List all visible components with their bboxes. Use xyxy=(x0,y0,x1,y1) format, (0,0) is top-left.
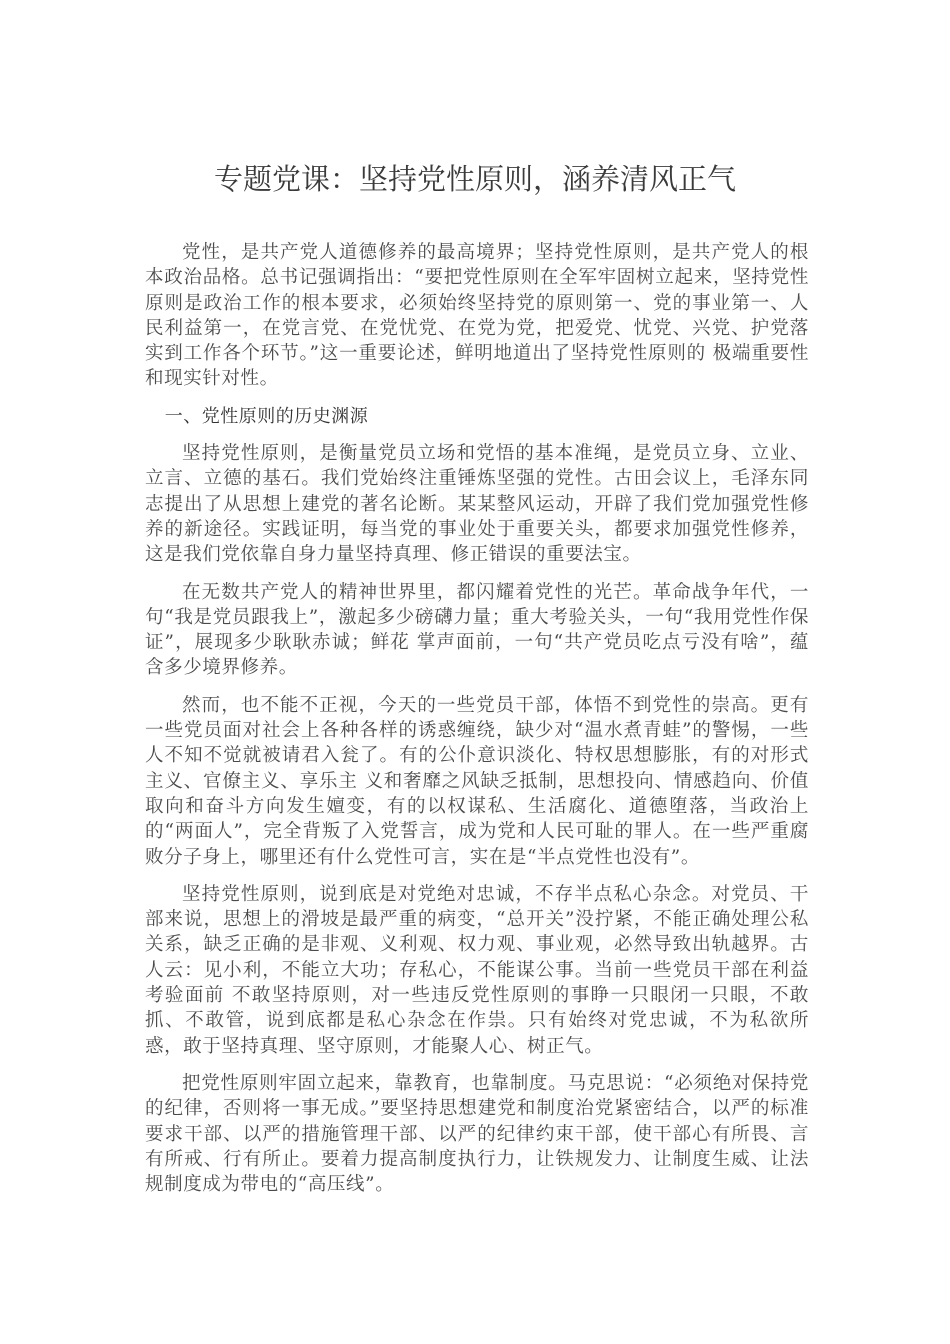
body-paragraph: 把党性原则牢固立起来，靠教育，也靠制度。马克思说：“必须绝对保持党的纪律，否则将一事无成。”要坚持思想建党和制度治党紧密结合，以严的标准要求干部、以严的措施管理干部、以严的纪律约束干部，使干部心有所畏、言有所戒、行有所止。要着力提高制度执行力，让铁规发力、让制度生威、让法规制度成为带电的“高压线”。 xyxy=(145,1072,809,1196)
body-paragraph: 在无数共产党人的精神世界里，都闪耀着党性的光芒。革命战争年代，一句“我是党员跟我上”，激起多少磅礴力量；重大考验关头，一句“我用党性作保证”，展现多少耿耿赤诚；鲜花 掌声面前，一句“共产党员吃点亏没有啥”，蕴含多少境界修养。 xyxy=(145,581,809,679)
body-paragraph: 坚持党性原则，是衡量党员立场和党悟的基本准绳，是党员立身、立业、立言、立德的基石。我们党始终注重锤炼坚强的党性。古田会议上，毛泽东同志提出了从思想上建党的著名论断。某某整风运动，开辟了我们党加强党性修养的新途径。实践证明，每当党的事业处于重要关头，都要求加强党性修养，这是我们党依靠自身力量坚持真理、修正错误的重要法宝。 xyxy=(145,443,809,566)
section-heading: 一、党性原则的历史渊源 xyxy=(164,405,369,427)
document-title: 专题党课：坚持党性原则，涵养清风正气 xyxy=(213,162,736,196)
body-paragraph: 坚持党性原则，说到底是对党绝对忠诚，不存半点私心杂念。对党员、干部来说，思想上的滑坡是最严重的病变，“总开关”没拧紧，不能正确处理公私关系，缺乏正确的是非观、义利观、权力观、事业观，必然导致出轨越界。古人云：见小利，不能立大功；存私心，不能谋公事。当前一些党员干部在利益考验面前 不敢坚持原则，对一些违反党性原则的事睁一只眼闭一只眼，不敢抓、不敢管，说到底都是私心杂念在作祟。只有始终对党忠诚，不为私欲所惑，敢于坚持真理、坚守原则，才能聚人心、树正气。 xyxy=(145,883,809,1057)
body-paragraph: 然而，也不能不正视，今天的一些党员干部，体悟不到党性的崇高。更有一些党员面对社会上各种各样的诱惑缠绕，缺少对“温水煮青蛙”的警惕，一些人不知不觉就被请君入瓮了。有的公仆意识淡化、特权思想膨胀，有的对形式主义、官僚主义、享乐主 义和奢靡之风缺乏抵制，思想投向、情感趋向、价值取向和奋斗方向发生嬗变，有的以权谋私、生活腐化、道德堕落，当政治上的“两面人”，完全背叛了入党誓言，成为党和人民可耻的罪人。在一些严重腐败分子身上，哪里还有什么党性可言，实在是“半点党性也没有”。 xyxy=(145,694,809,868)
intro-paragraph: 党性，是共产党人道德修养的最高境界；坚持党性原则，是共产党人的根本政治品格。总书记强调指出：“要把党性原则在全军牢固树立起来，坚持党性原则是政治工作的根本要求，必须始终坚持党的原则第一、党的事业第一、人民利益第一，在党言党、在党忧党、在党为党，把爱党、忧党、兴党、护党落实到工作各个环节。”这一重要论述，鲜明地道出了坚持党性原则的 极端重要性和现实针对性。 xyxy=(145,242,809,390)
document-body xyxy=(145,240,809,1209)
